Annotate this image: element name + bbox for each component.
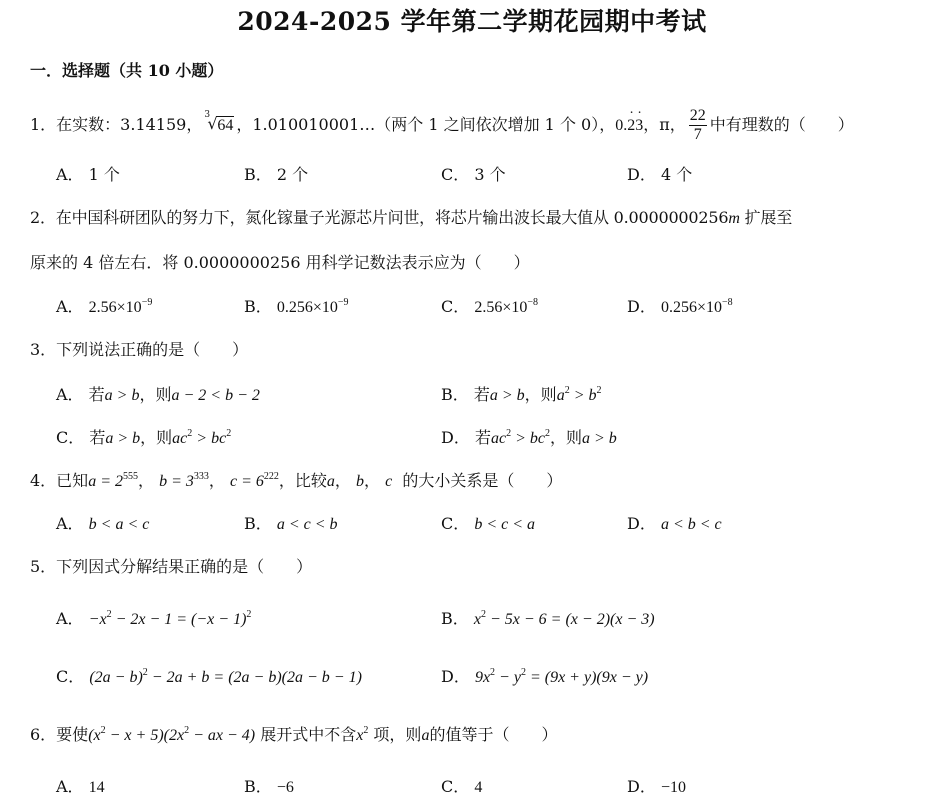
option-label: B． — [441, 385, 469, 404]
option-math: 9x — [474, 669, 491, 686]
option-label: C． — [441, 297, 470, 316]
option-text: 若 — [88, 385, 105, 404]
q2-unit: m — [728, 210, 740, 227]
q1-text-post: 中有理数的（ ） — [709, 115, 854, 134]
q3-option-a[interactable] — [56, 382, 260, 405]
q6-text: 展开式中不含 — [260, 725, 357, 744]
q1-option-b[interactable] — [244, 162, 308, 185]
q4-text: 4．已知 — [30, 471, 89, 490]
option-label: B． — [244, 297, 272, 316]
option-math: a > b — [489, 387, 525, 404]
option-text: 4 个 — [660, 165, 693, 184]
q5-option-a[interactable] — [56, 606, 251, 629]
exponent: 333 — [193, 471, 209, 482]
option-label: C． — [56, 667, 85, 686]
question-2-line-2: 原来的 4 倍左右．将 0.0000000256 用科学记数法表示应为（ ） — [30, 253, 530, 272]
exponent: 2 — [363, 725, 369, 736]
option-label: A． — [56, 777, 84, 796]
option-text: 3 个 — [474, 165, 506, 184]
q4-option-b[interactable] — [244, 511, 338, 534]
q6-math: x — [356, 727, 364, 744]
option-base: 2.56×10 — [88, 299, 142, 316]
root-index: 3 — [204, 110, 211, 120]
exponent: 2 — [184, 725, 190, 736]
q6-math: (x — [88, 727, 101, 744]
exponent: 2 — [490, 667, 496, 678]
comma: ， — [137, 471, 154, 490]
q2-option-a[interactable] — [56, 294, 152, 317]
q6-option-d[interactable] — [627, 774, 686, 797]
option-exponent: −9 — [141, 297, 153, 308]
q1-option-a[interactable] — [56, 162, 120, 185]
option-text: 2 个 — [276, 165, 309, 184]
q4-text: 的大小关系是（ ） — [402, 471, 563, 490]
option-label: A． — [56, 297, 84, 316]
q6-text: 的值等于（ ） — [429, 725, 558, 744]
option-label: B． — [244, 165, 272, 184]
question-5: 5．下列因式分解结果正确的是（ ） — [30, 557, 313, 576]
question-1 — [30, 107, 854, 144]
exponent: 2 — [564, 385, 570, 396]
option-text: ，则 — [549, 428, 582, 447]
option-label: D． — [627, 777, 656, 796]
option-math: −x — [88, 611, 107, 628]
option-math: > bc — [511, 430, 545, 447]
question-6 — [30, 722, 557, 745]
option-math: a < c < b — [276, 516, 338, 533]
option-base: 0.256×10 — [660, 299, 722, 316]
q4-option-a[interactable] — [56, 511, 149, 534]
option-base: 2.56×10 — [474, 299, 528, 316]
option-math: > bc — [192, 430, 227, 447]
q6-math: − ax − 4) — [189, 727, 256, 744]
option-text: 若 — [474, 428, 491, 447]
option-math: (2a − b) — [89, 669, 143, 686]
cube-root: 3 √ 64 — [204, 110, 234, 134]
option-math: a > b — [105, 430, 141, 447]
option-label: A． — [56, 385, 84, 404]
q3-option-d[interactable] — [441, 425, 617, 448]
q2-option-b[interactable] — [244, 294, 349, 317]
exponent: 222 — [263, 471, 279, 482]
option-math: x — [473, 611, 481, 628]
q4-option-c[interactable] — [441, 511, 535, 534]
option-text: 4 — [474, 779, 483, 796]
option-text: ，则 — [140, 428, 173, 447]
option-label: D． — [627, 514, 656, 533]
q3-option-b[interactable] — [441, 382, 601, 405]
option-math: − 2x − 1 = (−x − 1) — [111, 611, 247, 628]
repeating-decimal — [615, 117, 643, 134]
fraction-22-7 — [689, 107, 707, 144]
option-label: D． — [627, 165, 656, 184]
q4-text: ，比较 — [278, 471, 327, 490]
rep-int: 0. — [615, 117, 628, 134]
q6-option-c[interactable] — [441, 774, 482, 797]
option-math: = (9x + y)(9x − y) — [525, 669, 649, 686]
option-math: > b — [569, 387, 597, 404]
question-4 — [30, 468, 562, 491]
option-math: − 5x − 6 = (x − 2)(x − 3) — [485, 611, 655, 628]
comma: ， — [208, 471, 225, 490]
q2-text-end: 扩展至 — [744, 208, 792, 227]
q5-option-b[interactable] — [441, 606, 655, 629]
q4-math-a: a = 2 — [88, 473, 123, 490]
var-c: c — [385, 473, 393, 490]
q1-option-c[interactable] — [441, 162, 506, 185]
option-label: B． — [244, 514, 272, 533]
option-text: −10 — [660, 779, 686, 796]
q2-option-c[interactable] — [441, 294, 538, 317]
exponent: 2 — [142, 667, 148, 678]
q4-math-b: b = 3 — [159, 473, 194, 490]
option-label: D． — [627, 297, 656, 316]
exponent: 2 — [596, 385, 602, 396]
q6-text: 项，则 — [373, 725, 422, 744]
option-label: D． — [441, 667, 470, 686]
q5-option-c[interactable] — [56, 664, 362, 687]
comma: ， — [364, 471, 381, 490]
exponent: 2 — [100, 725, 106, 736]
option-label: C． — [441, 514, 470, 533]
question-2-line-1 — [30, 205, 792, 228]
option-label: B． — [441, 609, 469, 628]
option-label: C． — [441, 777, 470, 796]
q1-pi: ，π， — [643, 115, 686, 134]
option-label: C． — [441, 165, 470, 184]
option-math: b < a < c — [88, 516, 150, 533]
frac-numerator: 22 — [689, 107, 706, 124]
exponent: 2 — [246, 609, 252, 620]
q1-option-d[interactable] — [627, 162, 692, 185]
option-math: − 2a + b = (2a − b)(2a − b − 1) — [147, 669, 362, 686]
rep-digit-2: 3 · — [635, 117, 643, 135]
option-text: −6 — [276, 779, 294, 796]
question-3: 3．下列说法正确的是（ ） — [30, 340, 249, 359]
exponent: 2 — [226, 428, 232, 439]
exponent: 2 — [106, 609, 112, 620]
option-text: ，则 — [524, 385, 557, 404]
option-label: B． — [244, 777, 272, 796]
q6-option-a[interactable] — [56, 774, 105, 797]
section-heading: 一．选择题（共 10 小题） — [30, 61, 224, 80]
option-exponent: −8 — [527, 297, 539, 308]
comma: ， — [334, 471, 351, 490]
frac-denominator: 7 — [693, 126, 702, 143]
option-math: − y — [495, 669, 521, 686]
option-math: ac — [172, 430, 188, 447]
option-text: 1 个 — [88, 165, 120, 184]
q6-math: a — [421, 727, 430, 744]
var-b: b — [356, 473, 365, 490]
option-text: 若 — [89, 428, 106, 447]
q6-option-b[interactable] — [244, 774, 294, 797]
root-radicand: 64 — [217, 117, 234, 134]
option-label: A． — [56, 609, 84, 628]
exam-title: 2024-2025 学年第二学期花园期中考试 — [237, 7, 707, 36]
exponent: 2 — [506, 428, 512, 439]
exponent: 2 — [544, 428, 550, 439]
q5-option-d[interactable] — [441, 664, 648, 687]
exponent: 2 — [187, 428, 193, 439]
rep-digit-1: 2 · — [627, 117, 635, 135]
q6-text: 6．要使 — [30, 725, 89, 744]
option-exponent: −9 — [337, 297, 349, 308]
option-label: C． — [56, 428, 85, 447]
var-a: a — [326, 473, 335, 490]
q4-math-c: c = 6 — [230, 473, 264, 490]
q4-option-d[interactable] — [627, 511, 722, 534]
q2-text: 2．在中国科研团队的努力下，氮化镓量子光源芯片问世，将芯片输出波长最大值从 0.0000000256 — [30, 208, 729, 227]
option-label: D． — [441, 428, 470, 447]
q2-option-d[interactable] — [627, 294, 733, 317]
option-math: ac — [490, 430, 507, 447]
option-math: a — [556, 387, 565, 404]
q3-option-c[interactable] — [56, 425, 231, 448]
exponent: 555 — [122, 471, 138, 482]
option-base: 0.256×10 — [276, 299, 338, 316]
option-label: A． — [56, 165, 84, 184]
option-exponent: −8 — [721, 297, 733, 308]
q1-text-mid: ，1.010010001…（两个 1 之间依次增加 1 个 0）， — [236, 115, 616, 134]
option-math: a < b < c — [660, 516, 722, 533]
option-math: a − 2 < b − 2 — [171, 387, 260, 404]
q6-math: − x + 5)(2x — [105, 727, 185, 744]
exponent: 2 — [480, 609, 486, 620]
option-label: A． — [56, 514, 84, 533]
q1-text-pre: 1．在实数：3.14159， — [30, 115, 203, 134]
exponent: 2 — [520, 667, 526, 678]
option-math: a > b — [104, 387, 140, 404]
option-text: 若 — [473, 385, 490, 404]
option-text: 14 — [88, 779, 105, 796]
option-math: a > b — [581, 430, 617, 447]
option-math: b < c < a — [474, 516, 536, 533]
option-text: ，则 — [139, 385, 172, 404]
